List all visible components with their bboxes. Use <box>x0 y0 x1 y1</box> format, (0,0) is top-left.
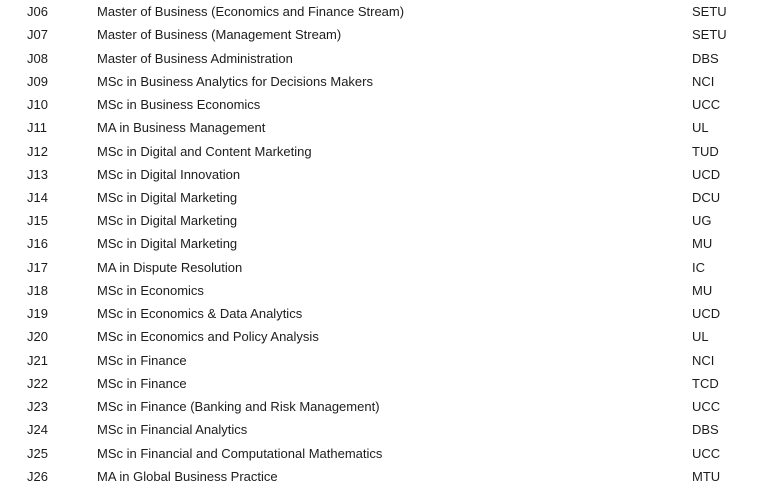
table-row <box>0 232 768 255</box>
table-row <box>0 163 768 186</box>
course-title: MSc in Digital and Content Marketing <box>97 143 312 159</box>
table-row <box>0 256 768 279</box>
institution-code: TUD <box>692 143 719 159</box>
institution-code: UCD <box>692 306 721 322</box>
table-row <box>0 325 768 348</box>
course-title: Master of Business (Management Stream) <box>97 27 342 43</box>
table-row <box>0 465 768 488</box>
table-row <box>0 93 768 116</box>
course-code: J16 <box>27 236 48 252</box>
table-row <box>0 186 768 209</box>
course-code: J20 <box>27 329 48 345</box>
course-code: J24 <box>27 422 48 438</box>
course-code: J14 <box>27 189 48 205</box>
course-title: MSc in Digital Marketing <box>97 236 238 252</box>
institution-code: NCI <box>692 352 715 368</box>
course-code: J06 <box>27 4 48 20</box>
table-row <box>0 139 768 162</box>
institution-code: NCI <box>692 73 715 89</box>
course-title: Master of Business (Economics and Finance Stream) <box>97 4 405 20</box>
institution-code: DBS <box>692 50 719 66</box>
table-row <box>0 0 768 23</box>
course-title: MSc in Economics and Policy Analysis <box>97 329 319 345</box>
course-title: MA in Business Management <box>97 120 266 136</box>
course-title: MSc in Digital Marketing <box>97 213 238 229</box>
institution-code: MTU <box>692 468 721 484</box>
table-row <box>0 116 768 139</box>
institution-code: MU <box>692 236 713 252</box>
course-title: MSc in Digital Innovation <box>97 166 241 182</box>
table-row <box>0 372 768 395</box>
course-code: J17 <box>27 259 48 275</box>
table-row <box>0 70 768 93</box>
course-code: J22 <box>27 375 48 391</box>
institution-code: UG <box>692 213 712 229</box>
course-code: J15 <box>27 213 48 229</box>
table-row <box>0 349 768 372</box>
table-row <box>0 418 768 441</box>
course-title: MSc in Financial Analytics <box>97 422 248 438</box>
institution-code: IC <box>692 259 705 275</box>
institution-code: UL <box>692 120 709 136</box>
course-code: J10 <box>27 97 48 113</box>
institution-code: DCU <box>692 189 721 205</box>
table-row <box>0 23 768 46</box>
institution-code: UCC <box>692 399 721 415</box>
institution-code: SETU <box>692 27 727 43</box>
table-row <box>0 441 768 464</box>
course-title: MSc in Business Economics <box>97 97 261 113</box>
course-title: MSc in Finance <box>97 352 187 368</box>
course-title: MA in Dispute Resolution <box>97 259 243 275</box>
table-row <box>0 46 768 69</box>
course-title: MSc in Business Analytics for Decisions Makers <box>97 73 373 89</box>
institution-code: MU <box>692 282 713 298</box>
course-title: MA in Global Business Practice <box>97 468 278 484</box>
course-title: MSc in Economics & Data Analytics <box>97 306 303 322</box>
course-code: J08 <box>27 50 48 66</box>
table-row <box>0 395 768 418</box>
institution-code: UCD <box>692 166 721 182</box>
course-title: MSc in Finance (Banking and Risk Management) <box>97 399 380 415</box>
table-row <box>0 302 768 325</box>
course-code: J09 <box>27 73 48 89</box>
course-code: J07 <box>27 27 48 43</box>
table-row <box>0 279 768 302</box>
course-code: J23 <box>27 399 48 415</box>
course-title: MSc in Financial and Computational Mathematics <box>97 445 383 461</box>
course-code: J26 <box>27 468 48 484</box>
institution-code: DBS <box>692 422 719 438</box>
institution-code: UCC <box>692 445 721 461</box>
course-title: MSc in Finance <box>97 375 187 391</box>
course-code: J18 <box>27 282 48 298</box>
course-code: J25 <box>27 445 48 461</box>
institution-code: UCC <box>692 97 721 113</box>
course-code: J13 <box>27 166 48 182</box>
course-title: MSc in Economics <box>97 282 204 298</box>
institution-code: UL <box>692 329 709 345</box>
institution-code: TCD <box>692 375 719 391</box>
institution-code: SETU <box>692 4 727 20</box>
course-code: J19 <box>27 306 48 322</box>
course-title: MSc in Digital Marketing <box>97 189 238 205</box>
table-row <box>0 209 768 232</box>
course-code: J21 <box>27 352 48 368</box>
course-title: Master of Business Administration <box>97 50 293 66</box>
course-code: J11 <box>27 120 47 136</box>
course-code: J12 <box>27 143 48 159</box>
